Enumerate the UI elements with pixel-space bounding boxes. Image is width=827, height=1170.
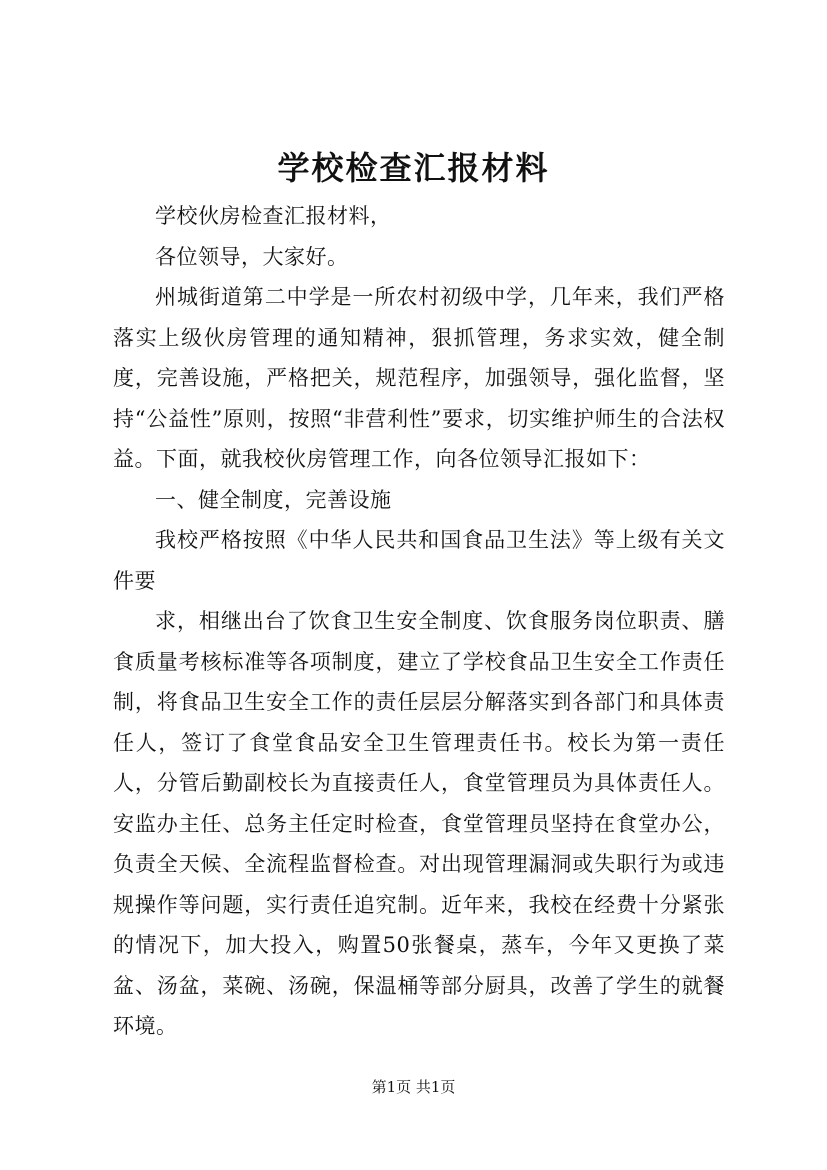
section-heading: 一、健全制度，完善设施: [155, 487, 392, 512]
document-body: [113, 196, 725, 1047]
paragraph-intro: 州城街道第二中学是一所农村初级中学，几年来，我们严格落实上级伙房管理的通知精神，狠抓管理，务求实效，健全制度，完善设施，严格把关，规范程序，加强领导，强化监督，坚持“公益性”原则，按照“非营利性”要求，切实维护师生的合法权益。下面，就我校伙房管理工作，向各位领导汇报如下：: [113, 285, 725, 471]
document-title: 学校检查汇报材料: [277, 149, 550, 187]
paragraph-law-reference: 我校严格按照《中华人民共和国食品卫生法》等上级有关文件要: [113, 528, 725, 593]
paragraph-details: 求，相继出台了饮食卫生安全制度、饮食服务岗位职责、膳食质量考核标准等各项制度，建立了学校食品卫生安全工作责任制，将食品卫生安全工作的责任层层分解落实到各部门和具体责任人，签订了食堂食品安全卫生管理责任书。校长为第一责任人，分管后勤副校长为直接责任人，食堂管理员为具体责任人。安监办主任、总务主任定时检查，食堂管理员坚持在食堂办公，负责全天候、全流程监督检查。对出现管理漏洞或失职行为或违规操作等问题，实行责任追究制。近年来，我校在经费十分紧张的情况下，加大投入，购置50张餐桌，蒸车，今年又更换了菜盆、汤盆，菜碗、汤碗，保温桶等部分厨具，改善了学生的就餐环境。: [113, 609, 725, 1038]
paragraph-subtitle: 学校伙房检查汇报材料，: [155, 204, 392, 228]
page-footer: 第1页 共1页: [371, 1078, 456, 1096]
paragraph-greeting: 各位领导，大家好。: [155, 244, 349, 269]
